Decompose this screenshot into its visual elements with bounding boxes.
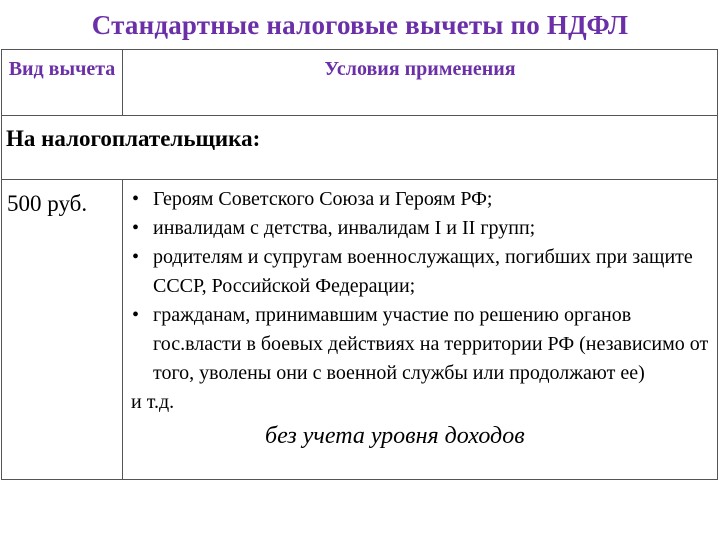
page-title: Стандартные налоговые вычеты по НДФЛ [91,10,629,40]
deductions-table [1,49,718,480]
bullet-icon: • [132,246,140,268]
condition-text: Героям Советского Союза и Героям РФ; [153,188,493,210]
note-text: без учета уровня доходов [265,423,525,449]
list-item [131,301,711,388]
condition-text: гражданам, принимавшим участие по решению органов гос.власти в боевых действиях на территории РФ (независимо от того, уволены они с военной службы или продолжают ее) [153,304,709,384]
etc-text: и т.д. [131,391,175,413]
section-row [2,116,718,180]
header-deduction-type: Вид вычета [2,50,123,116]
bullet-icon: • [132,304,140,326]
condition-text: инвалидам с детства, инвалидам I и II групп; [153,217,536,239]
list-item [131,243,711,301]
conditions-list [131,185,711,388]
condition-text: родителям и супругам военнослужащих, погибших при защите СССР, Российской Федерации; [153,246,693,297]
section-label: На налогоплательщика: [2,116,718,180]
bullet-icon: • [132,217,140,239]
table-header-row [2,50,718,116]
deduction-amount: 500 руб. [2,180,123,480]
table-row [2,180,718,480]
conditions-cell [123,180,718,480]
header-conditions: Условия применения [123,50,718,116]
list-item [131,185,711,214]
list-item [131,214,711,243]
bullet-icon: • [132,188,140,210]
